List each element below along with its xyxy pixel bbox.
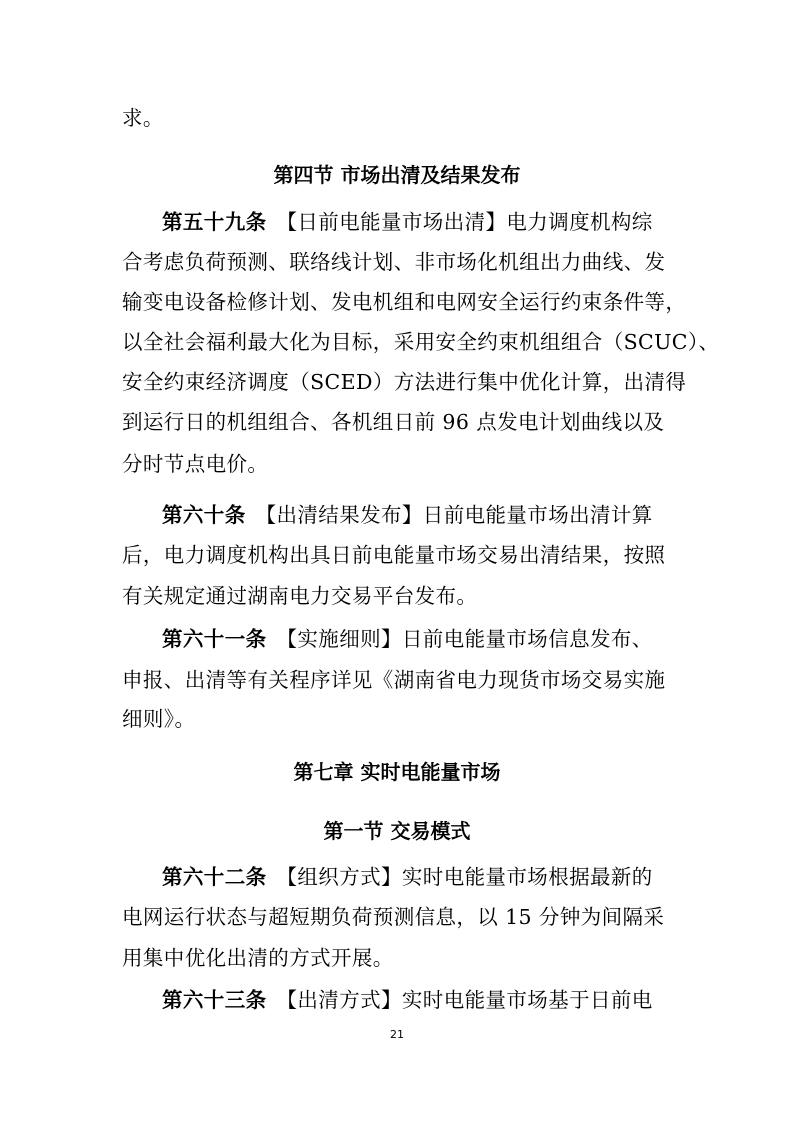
article-text: 【实施细则】日前电能量市场信息发布、 (276, 627, 653, 651)
paragraph-line: 申报、出清等有关程序详见《湖南省电力现货市场交易实施 (122, 668, 666, 692)
paragraph-line: 分时节点电价。 (122, 452, 269, 476)
article-label: 第五十九条 (162, 210, 267, 234)
paragraph-line: 安全约束经济调度（SCED）方法进行集中优化计算，出清得 (122, 370, 687, 394)
paragraph-line: 用集中优化出清的方式开展。 (122, 946, 394, 970)
article-62-line (162, 862, 653, 892)
article-text: 【组织方式】实时电能量市场根据最新的 (276, 865, 653, 889)
paragraph-line: 电网运行状态与超短期负荷预测信息，以 15 分钟为间隔采 (122, 905, 665, 929)
article-label: 第六十三条 (162, 988, 267, 1012)
article-text: 【出清方式】实时电能量市场基于日前电 (276, 988, 653, 1012)
section-heading-4: 第四节 市场出清及结果发布 (273, 163, 521, 187)
article-59-line (162, 207, 653, 237)
paragraph-line: 求。 (122, 106, 164, 130)
chapter-heading-7: 第七章 实时电能量市场 (293, 760, 501, 784)
paragraph-line: 到运行日的机组组合、各机组日前 96 点发电计划曲线以及 (122, 410, 665, 434)
article-label: 第六十二条 (162, 865, 267, 889)
paragraph-line: 合考虑负荷预测、联络线计划、非市场化机组出力曲线、发 (122, 250, 666, 274)
article-60-line (162, 500, 653, 530)
paragraph-line: 后，电力调度机构出具日前电能量市场交易出清结果，按照 (122, 543, 666, 567)
article-63-line (162, 985, 653, 1015)
paragraph-line: 有关规定通过湖南电力交易平台发布。 (122, 584, 478, 608)
article-61-line (162, 624, 653, 654)
section-heading-1: 第一节 交易模式 (323, 819, 471, 843)
paragraph-line: 输变电设备检修计划、发电机组和电网安全运行约束条件等， (122, 290, 687, 314)
paragraph-line: 细则》。 (122, 707, 196, 731)
article-label: 第六十条 (162, 503, 246, 527)
paragraph-line: 以全社会福利最大化为目标，采用安全约束机组组合（SCUC）、 (122, 330, 720, 354)
page-number: 21 (390, 1028, 404, 1041)
article-label: 第六十一条 (162, 627, 267, 651)
article-text: 【出清结果发布】日前电能量市场出清计算 (255, 503, 653, 527)
article-text: 【日前电能量市场出清】电力调度机构综 (276, 210, 653, 234)
